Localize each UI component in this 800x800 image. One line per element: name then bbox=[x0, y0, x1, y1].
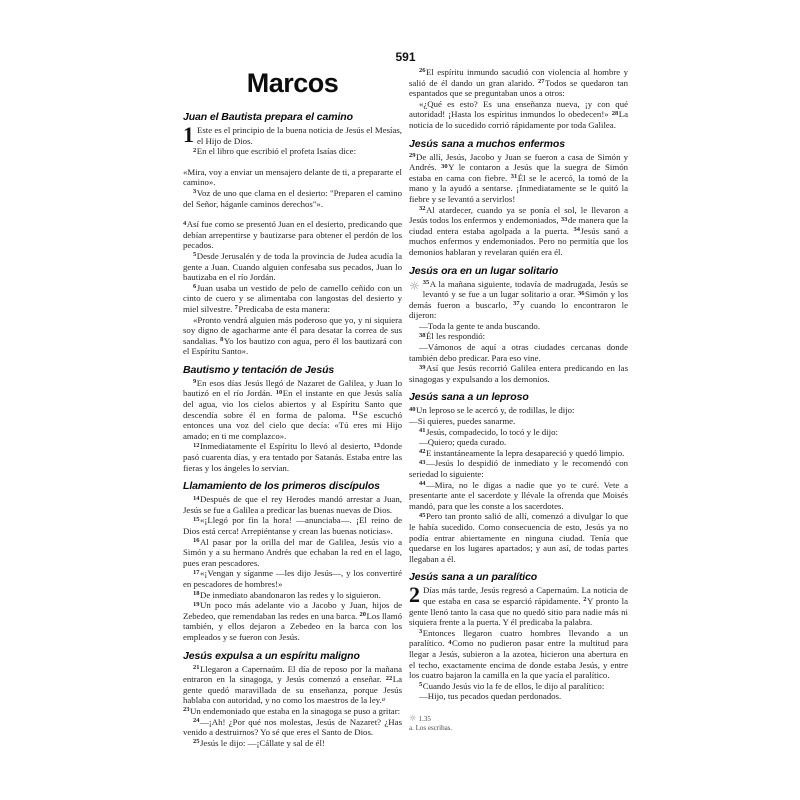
right-column-body bbox=[409, 67, 628, 734]
verse-number: 23 bbox=[183, 706, 190, 714]
sun-icon: ☼ bbox=[409, 278, 420, 293]
verse-paragraph: $^{12}$Inmediatamente el Espíritu lo llevó al desierto, $^{13}$donde pasó cuarenta días, y era tentado por Satanás. Estaba entre las fieras y los ángeles lo servían. bbox=[183, 441, 402, 473]
verse-number: 13 bbox=[373, 441, 380, 449]
right-column bbox=[409, 67, 628, 734]
section-heading: Llamamiento de los primeros discípulos bbox=[183, 480, 380, 493]
verse-paragraph: —Vámonos de aquí a otras ciudades cercanas donde también debo predicar. Para eso vine. bbox=[409, 342, 628, 363]
verse-paragraph: «Mira, voy a enviar un mensajero delante de ti, a prepararte el camino». bbox=[183, 166, 402, 188]
verse-number: 35 bbox=[422, 278, 430, 286]
verse-paragraph: $^{44}$—Mira, no le digas a nadie que yo te curé. Vete a presentarte ante el sacerdote y llévale la ofrenda que Moisés mandó, para que les conste a los sacerdotes. bbox=[409, 479, 628, 511]
verse-number: 32 bbox=[419, 204, 426, 212]
verse-paragraph: $^{25}$Jesús le dijo: —¡Cállate y sal de él! bbox=[193, 737, 325, 748]
verse-number: 29 bbox=[409, 151, 416, 159]
verse-paragraph: $^3$Entonces llegaron cuatro hombres llevando a un paralítico. $^4$Como no pudieron pasar entre la multitud para llegar a Jesús, subieron a la azotea, hicieron una abertura en el techo, exactamente encima de donde estaba Jesús, y entre los cuatro bajaron la camilla en la que yacía el paralítico. bbox=[409, 627, 628, 681]
verse-number: 21 bbox=[193, 663, 200, 671]
verse-number: 28 bbox=[611, 109, 619, 117]
sun-icon: ☼ bbox=[409, 713, 417, 724]
section-heading: Jesús expulsa a un espíritu maligno bbox=[183, 649, 360, 662]
verse-number: 6 bbox=[193, 283, 197, 291]
footnote-note: a. Los escribas. bbox=[409, 724, 453, 733]
verse-paragraph: —Toda la gente te anda buscando. bbox=[419, 320, 541, 331]
verse-number: 20 bbox=[359, 611, 367, 619]
page-number: 591 bbox=[395, 50, 416, 64]
verse-paragraph: $^{19}$Un poco más adelante vio a Jacobo y Juan, hijos de Zebedeo, que remendaban las redes en una barca. $^{20}$Los llamó también, y ellos dejaron a Zebedeo en la barca con los empleados y se fueron con Jesús. bbox=[183, 600, 402, 642]
verse-paragraph: $^{29}$De allí, Jesús, Jacobo y Juan se fueron a casa de Simón y Andrés. $^{30}$Y le contaron a Jesús que la suegra de Simón estaba en cama con fiebre. $^{31}$Él se le acercó, la tomó de la mano y la ayudó a sentarse. ¡Inmediatamente se le quitó la fiebre y se levantó a servirlos! bbox=[409, 151, 628, 204]
verse-number: 17 bbox=[193, 568, 200, 576]
chapter-number: 1 bbox=[183, 122, 194, 147]
section-heading: Juan el Bautista prepara el camino bbox=[183, 111, 353, 123]
verse-number: 44 bbox=[419, 480, 426, 487]
verse-number: 41 bbox=[419, 427, 426, 435]
two-column-text bbox=[183, 67, 628, 748]
verse-number: 5 bbox=[419, 681, 423, 689]
verse-number: 25 bbox=[193, 738, 200, 746]
verse-paragraph: $^{42}$E instantáneamente la lepra desapareció y quedó limpio. bbox=[419, 447, 625, 458]
section-heading: Jesús sana a muchos enfermos bbox=[409, 137, 565, 150]
verse-number: 3 bbox=[419, 628, 423, 636]
verse-paragraph: $^{43}$—Jesús lo despidió de inmediato y le recomendó con seriedad lo siguiente: bbox=[409, 458, 628, 479]
section-heading: Bautismo y tentación de Jesús bbox=[183, 363, 335, 376]
verse-number: 27 bbox=[538, 78, 545, 85]
verse-paragraph: $^{40}$Un leproso se le acercó y, de rodillas, le dijo: bbox=[409, 405, 575, 416]
verse-number: 31 bbox=[510, 173, 518, 181]
verse-paragraph: «¿Qué es esto? Es una enseñanza nueva, ¡y con qué autoridad! ¡Hasta los espíritus inmundos lo obedecen!» $^{28}$La noticia de lo sucedido corrió rápidamente por toda Galilea. bbox=[409, 98, 628, 130]
verse-paragraph: «Pronto vendrá alguien más poderoso que yo, y ni siquiera soy digno de agacharme ante él para desatar la correa de sus sandalias. $^8$Yo los bautizo con agua, pero él los bautizará con el Espíritu Santo». bbox=[183, 314, 402, 357]
verse-number: 14 bbox=[193, 494, 200, 502]
footnote-reference: ☼ 1.35 bbox=[409, 713, 431, 724]
verse-number: 22 bbox=[385, 674, 393, 682]
verse-paragraph: $^{21}$Llegaron a Capernaúm. El día de reposo por la mañana entraron en la sinagoga, y Jesús comenzó a enseñar. $^{22}$La gente quedó maravillada de su enseñanza, porque Jesús hablaba con autoridad, y no como los maestros de la ley.$^a$ bbox=[183, 663, 402, 706]
verse-number: 9 bbox=[193, 378, 197, 386]
verse-paragraph: $^{15}$«¡Llegó por fin la hora! —anunciaba—. ¡El reino de Dios está cerca! Arrepiéntanse y crean las buenas noticias». bbox=[183, 515, 402, 536]
verse-paragraph: —Quiero; queda curado. bbox=[419, 437, 507, 448]
verse-number: 19 bbox=[193, 600, 200, 608]
verse-paragraph: $^{41}$Jesús, compadecido, lo tocó y le dijo: bbox=[419, 426, 558, 437]
verse-number: 12 bbox=[193, 441, 200, 449]
verse-number: 24 bbox=[193, 716, 200, 724]
verse-number: 34 bbox=[573, 226, 580, 234]
verse-number: 30 bbox=[441, 162, 448, 170]
verse-number: 37 bbox=[513, 300, 520, 308]
bible-page bbox=[183, 50, 628, 748]
verse-paragraph: $^{45}$Pero tan pronto salió de allí, comenzó a divulgar lo que le había sucedido. Como consecuencia de esto, Jesús ya no podía entrar abiertamente en ninguna ciudad. Tenía que quedarse en los lugares apartados; y aun así, de todas partes llegaban a él. bbox=[409, 511, 628, 564]
section-heading: Jesús sana a un leproso bbox=[409, 391, 529, 404]
verse-number: 7 bbox=[234, 304, 238, 312]
verse-number: 11 bbox=[352, 410, 359, 418]
left-column bbox=[183, 67, 402, 748]
verse-paragraph: $^{38}$Él les respondió: bbox=[419, 331, 486, 342]
verse-paragraph: $^5$Cuando Jesús vio la fe de ellos, le dijo al paralítico: bbox=[419, 680, 605, 691]
verse-paragraph: 1 Este es el principio de la buena noticia de Jesús el Mesías, el Hijo de Dios. bbox=[183, 122, 402, 147]
verse-number: 38 bbox=[419, 331, 426, 339]
verse-paragraph: ☼ $^{35}$A la mañana siguiente, todavía de madrugada, Jesús se levantó y se fue a un lugar solitario a orar. $^{36}$Simón y los demás fueron a buscarlo, $^{37}$y cuando lo encontraron le dijeron: bbox=[409, 278, 628, 321]
verse-paragraph: $^{24}$—¡Ah! ¿Por qué nos molestas, Jesús de Nazaret? ¿Has venido a destruirnos? Yo sé que eres el Santo de Dios. bbox=[183, 716, 402, 738]
verse-number: 40 bbox=[409, 405, 416, 413]
verse-number: 10 bbox=[275, 388, 283, 396]
verse-paragraph: 2 Días más tarde, Jesús regresó a Capernaúm. La noticia de que estaba en casa se esparció rápidamente. $^2$Y pronto la gente llenó tanto la casa que no quedó sitio para nadie más ni siquiera frente a la puerta. Y él predicaba la palabra. bbox=[409, 582, 628, 628]
verse-paragraph: $^{26}$El espíritu inmundo sacudió con violencia al hombre y salió de él dando un gran alarido. $^{27}$Todos se quedaron tan espantados que se preguntaban unos a otros: bbox=[409, 67, 628, 99]
verse-number: 45 bbox=[419, 511, 426, 519]
chapter-number: 2 bbox=[409, 582, 420, 608]
verse-paragraph: $^{16}$Al pasar por la orilla del mar de Galilea, Jesús vio a Simón y a su hermano Andrés que echaban la red en el lago, pues eran pescadores. bbox=[183, 536, 402, 568]
verse-paragraph: $^5$Desde Jerusalén y de toda la provincia de Judea acudía la gente a Juan. Cuando alguien confesaba sus pecados, Juan lo bautizaba en el río Jordán. bbox=[183, 250, 402, 283]
verse-number: 4 bbox=[183, 219, 187, 227]
verse-number: 39 bbox=[419, 363, 426, 371]
footnotes bbox=[409, 715, 628, 734]
verse-paragraph: $^3$Voz de uno que clama en el desierto: "Preparen el camino del Señor, háganle caminos derechos"». bbox=[183, 187, 402, 209]
book-title: Marcos bbox=[246, 68, 339, 98]
verse-paragraph: $^9$En esos días Jesús llegó de Nazaret de Galilea, y Juan lo bautizó en el río Jordán. $^{10}$En el instante en que Jesús salía del agua, vio los cielos abiertos y al Espíritu Santo que descendía sobre él en forma de paloma. $^{11}$Se escuchó entonces una voz del cielo que decía: «Tú eres mi Hijo amado; en ti me complazco». bbox=[183, 377, 402, 441]
verse-number: 2 bbox=[583, 596, 587, 604]
verse-number: 2 bbox=[193, 146, 197, 154]
section-heading: Jesús ora en un lugar solitario bbox=[409, 264, 559, 277]
verse-number: 5 bbox=[193, 251, 197, 259]
verse-paragraph: $^{17}$«¡Vengan y síganme —les dijo Jesús—, y los convertiré en pescadores de hombres!» bbox=[183, 568, 402, 589]
verse-number: 4 bbox=[448, 638, 452, 646]
left-column-body bbox=[183, 111, 402, 748]
verse-number: 26 bbox=[419, 67, 426, 75]
verse-paragraph: $^{14}$Después de que el rey Herodes mandó arrestar a Juan, Jesús se fue a Galilea a predicar las buenas nuevas de Dios. bbox=[183, 494, 402, 515]
verse-paragraph: $^4$Así fue como se presentó Juan en el desierto, predicando que debían arrepentirse y bautizarse para obtener el perdón de los pecados. bbox=[183, 219, 402, 251]
verse-paragraph: $^{39}$Así que Jesús recorrió Galilea entera predicando en las sinagogas y expulsando a los demonios. bbox=[409, 363, 628, 384]
verse-number: 42 bbox=[419, 448, 426, 456]
verse-number: 16 bbox=[193, 537, 200, 544]
verse-number: 33 bbox=[560, 215, 568, 223]
verse-paragraph: —Si quieres, puedes sanarme. bbox=[409, 416, 516, 427]
verse-paragraph: —Hijo, tus pecados quedan perdonados. bbox=[419, 691, 562, 702]
verse-number: 18 bbox=[193, 589, 200, 597]
section-heading: Jesús sana a un paralítico bbox=[409, 571, 538, 584]
verse-number: 36 bbox=[577, 289, 585, 297]
verse-paragraph: $^2$En el libro que escribió el profeta Isaías dice: bbox=[193, 146, 357, 157]
verse-number: 43 bbox=[419, 458, 426, 466]
footnote-marker: a bbox=[381, 695, 386, 703]
verse-number: 3 bbox=[193, 188, 197, 196]
verse-number: 8 bbox=[220, 336, 224, 344]
verse-paragraph: $^{18}$De inmediato abandonaron las redes y lo siguieron. bbox=[193, 589, 381, 600]
verse-paragraph: $^{32}$Al atardecer, cuando ya se ponía el sol, le llevaron a Jesús todos los enfermos y endemoniados, $^{33}$de manera que la ciudad entera estaba agolpada a la puerta. $^{34}$Jesús sanó a muchos enfermos y endemoniados. Pero no permitía que los demonios hablaran y revelaran quién era él. bbox=[409, 204, 628, 257]
verse-paragraph: $^{23}$Un endemoniado que estaba en la sinagoga se puso a gritar: bbox=[183, 705, 401, 716]
verse-number: 15 bbox=[193, 515, 200, 523]
verse-paragraph: $^6$Juan usaba un vestido de pelo de camello ceñido con un cinto de cuero y se alimentaba con langostas del desierto y miel silvestre. $^7$Predicaba de esta manera: bbox=[183, 282, 402, 314]
